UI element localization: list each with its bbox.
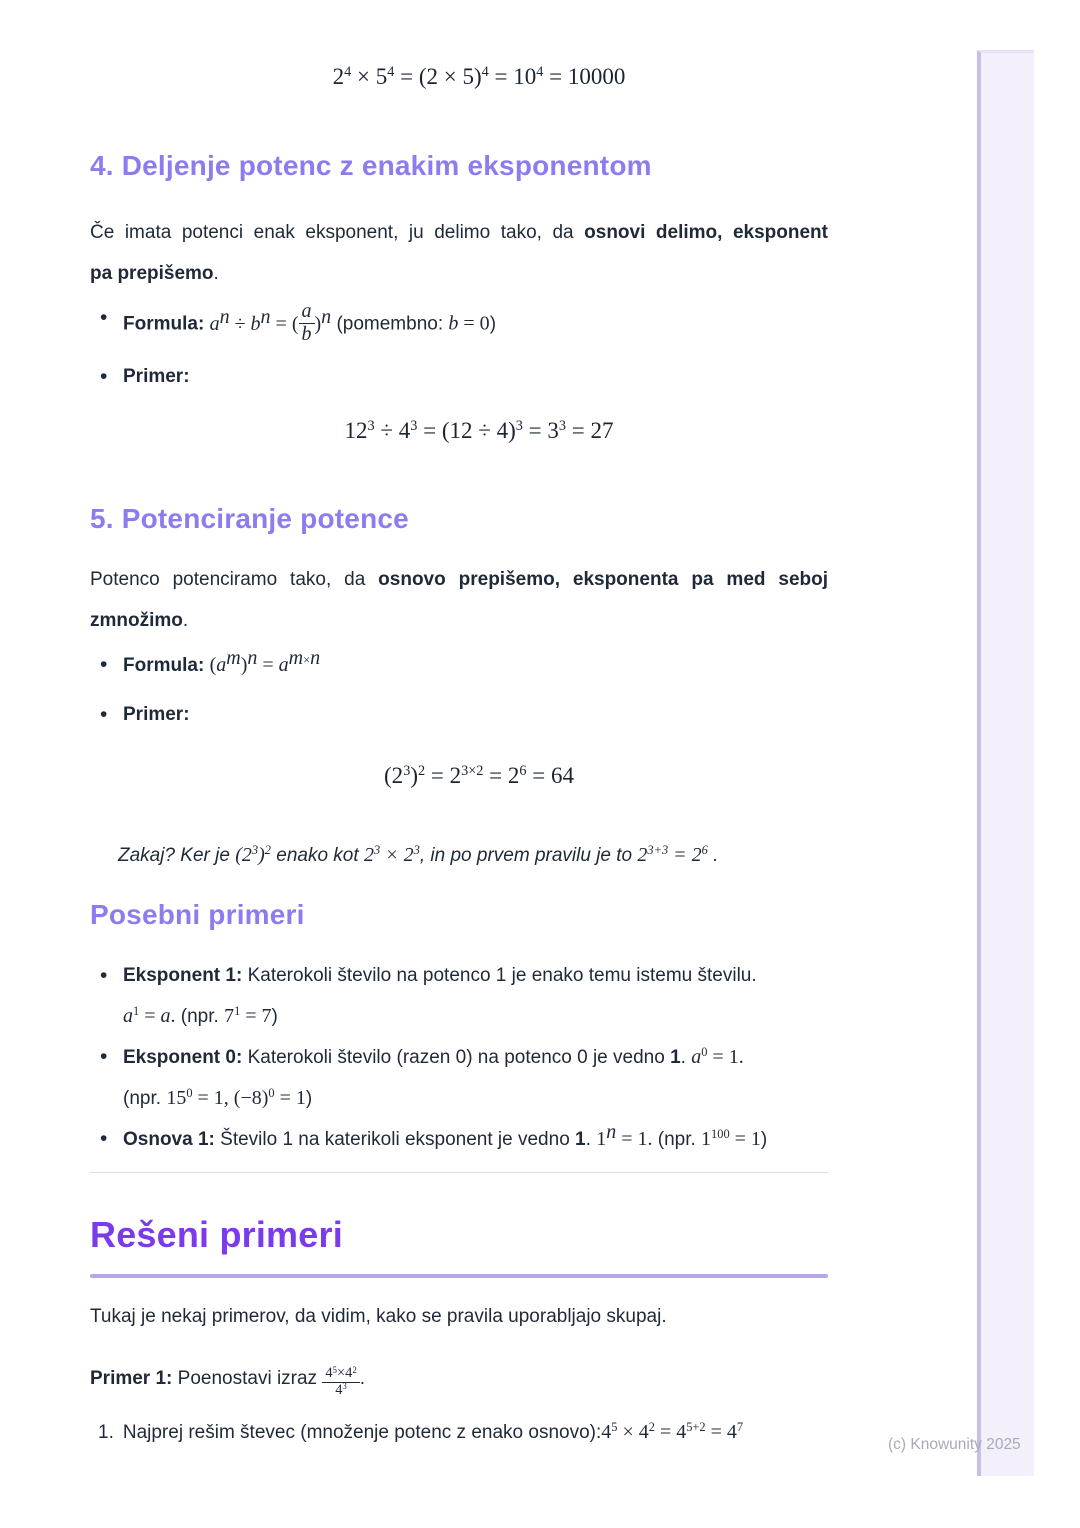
paragraph-line: Potenco potenciramo tako, da osnovo prepišemo, eksponenta pa med seboj bbox=[90, 569, 829, 590]
solved-intro: Tukaj je nekaj primerov, da vidim, kako se pravila uporabljajo skupaj. bbox=[90, 1306, 667, 1327]
list-item: • Primer: bbox=[90, 698, 828, 732]
special-cases-list bbox=[90, 956, 828, 1160]
solved-title-rule bbox=[90, 1274, 828, 1278]
list-item bbox=[90, 1037, 828, 1119]
list-item-line: • Eksponent 0: Katerokoli število (razen 0) na potenco 0 je vedno 1. $a^0 = 1$. bbox=[123, 1045, 744, 1068]
list-item: • Formula: $(a^m)^n = a^{m\times n}$ bbox=[90, 648, 828, 683]
section-4-paragraph bbox=[90, 212, 828, 294]
list-item-line: $a^1 = a$. (npr. $7^1 = 7$) bbox=[123, 1004, 278, 1027]
step-text: Najprej rešim števec (množenje potenc z enako $osnovo):4^5 \times 4^2 = 4^{5+2} = 4^7$ bbox=[122, 1420, 744, 1443]
section-5-heading: 5. Potenciranje potence bbox=[90, 503, 409, 534]
list-item-line: • Eksponent 1: Katerokoli število na potenco 1 je enako temu istemu številu. bbox=[123, 965, 757, 986]
list-item-line: (npr. $15^0 = 1$, $(-8)^0 = 1$) bbox=[123, 1086, 313, 1109]
section-divider bbox=[90, 1172, 828, 1173]
paragraph-line: zmnožimo. bbox=[90, 610, 189, 631]
list-item: • Formula: $a^n \div b^n$ = ( $\frac{a}{b}$ )$^n$ (pomembno: b = 0) bbox=[90, 301, 828, 345]
paragraph-line: Če imata potenci enak eksponent, ju delimo tako, da osnovi delimo, eksponent bbox=[90, 222, 828, 243]
section-5-example-formula: $(2^3)^2 = 2^{3\times 2} = 2^6 = 64$ bbox=[384, 763, 574, 788]
solved-steps bbox=[90, 1414, 828, 1451]
paragraph-line: pa prepišemo. bbox=[90, 263, 219, 284]
section-5-paragraph bbox=[90, 559, 828, 641]
intro-formula: $2^4 \times 5^4 = (2 \times 5)^4 = 10^4 = 10000$ bbox=[332, 64, 626, 89]
step-number: 1. bbox=[98, 1422, 114, 1443]
example-1-prompt: Primer 1: Poenostavi izraz $\frac{4^5\times 4^2}{4^3}$ . bbox=[90, 1364, 366, 1398]
section-5-note: Zakaj? Ker je $(2^3)^2$ enako kot $2^3 \times 2^3$, in po prvem pravilu je to $2^{3+3} = 2^6$ . bbox=[118, 843, 719, 866]
list-item: • Primer: bbox=[90, 360, 828, 394]
list-item bbox=[90, 1119, 828, 1160]
special-cases-heading: Posebni primeri bbox=[90, 899, 305, 930]
page-edge-panel bbox=[977, 50, 1034, 1476]
section-4-example-formula: $12^3 \div 4^3 = (12 \div 4)^3 = 3^3 = 27$ bbox=[344, 418, 614, 443]
list-item bbox=[90, 956, 828, 1037]
section-4-list bbox=[90, 301, 828, 409]
solved-title: Rešeni primeri bbox=[90, 1214, 343, 1255]
watermark: (c) Knowunity 2025 bbox=[888, 1436, 1021, 1453]
step-item bbox=[90, 1414, 828, 1451]
section-4-heading: 4. Deljenje potenc z enakim eksponentom bbox=[90, 150, 652, 181]
list-item-line: • Osnova 1: Število 1 na katerikoli eksponent je vedno 1. $1^n = 1$. (npr. $1^{100} = 1$) bbox=[123, 1121, 768, 1150]
section-5-list bbox=[90, 648, 828, 747]
